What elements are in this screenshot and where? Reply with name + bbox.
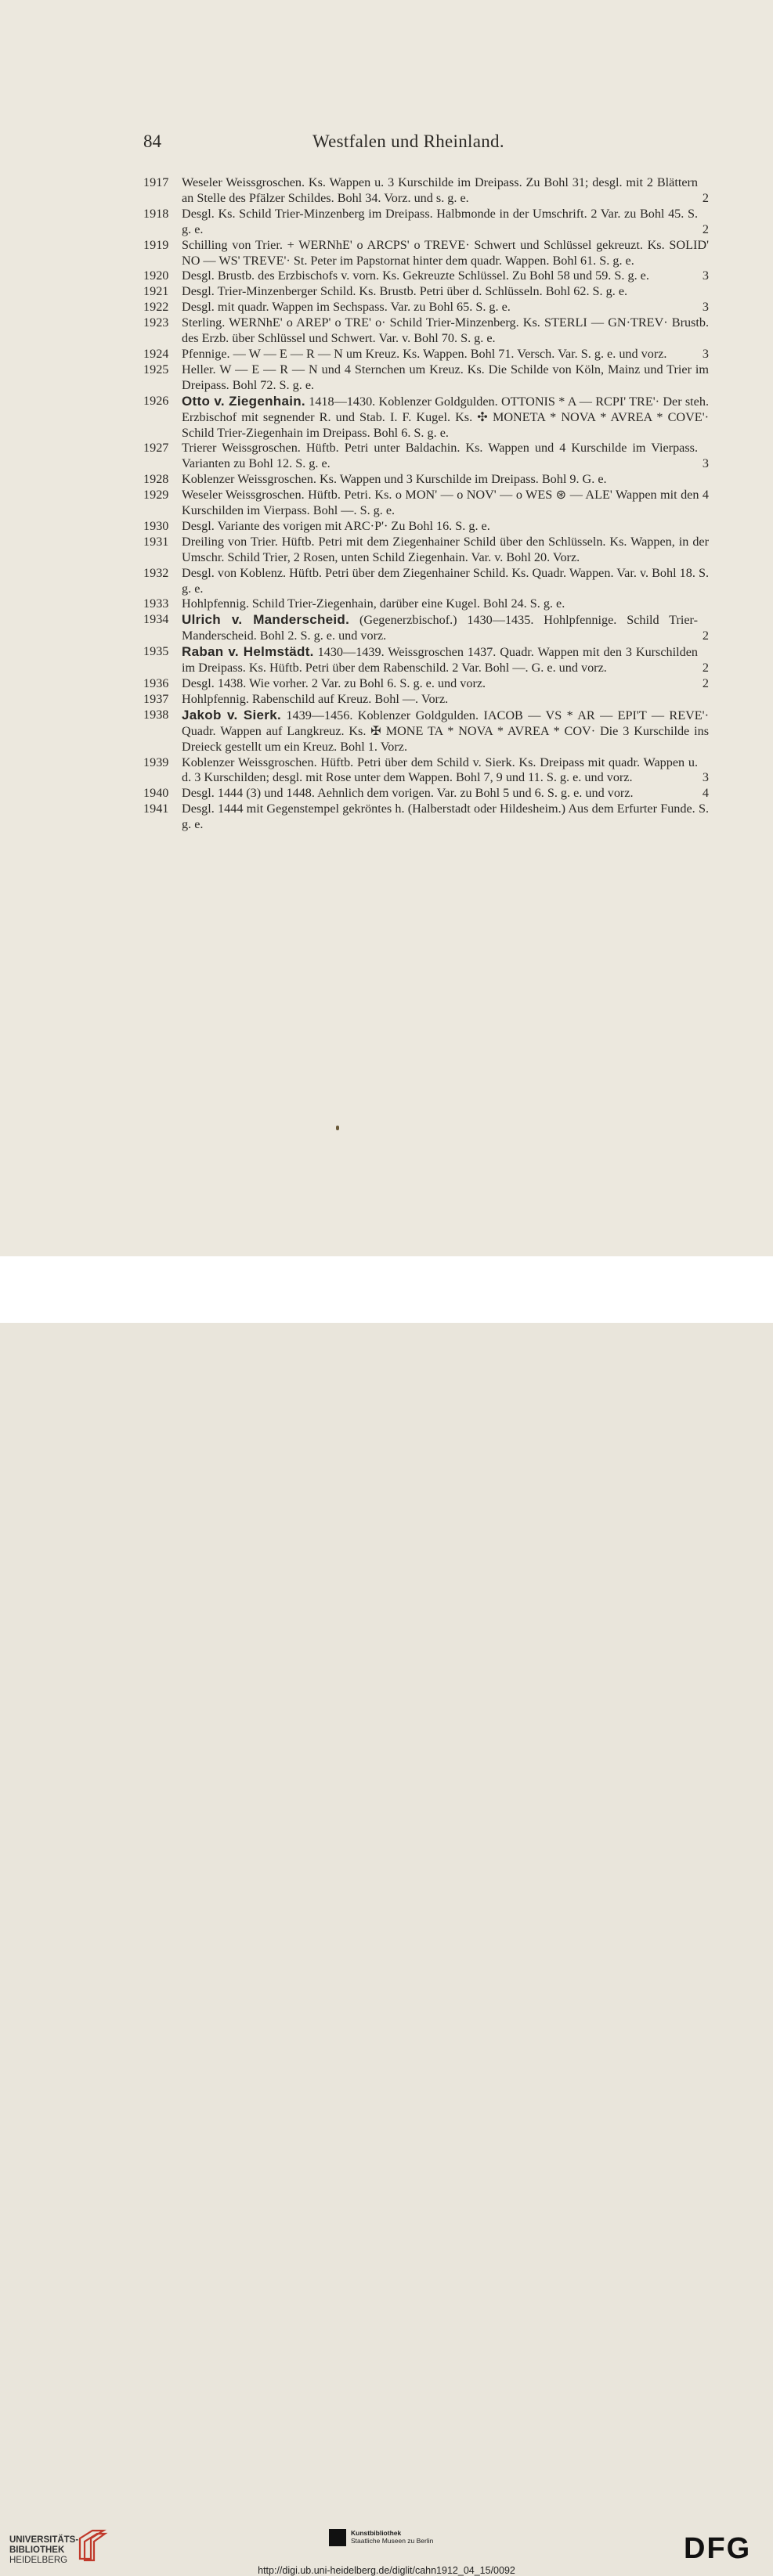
- catalog-entry: [143, 300, 709, 315]
- ink-speck: [336, 1126, 339, 1130]
- catalog-entry: [143, 347, 709, 362]
- entry-body-text: Schilling von Trier. + WERNhE' o ARCPS' o TREVE· Schwert und Schlüssel gekreuzt. Ks. SOLID' NO — WS' TREVE'· St. Peter im Papstornat hinter dem quadr. Wappen. Bohl 61. S. g. e.: [182, 237, 709, 268]
- entry-number: 1927: [143, 441, 169, 456]
- entry-number: 1934: [143, 612, 169, 627]
- entry-body-text: Desgl. 1444 mit Gegenstempel gekröntes h. (Halberstadt oder Hildesheim.) Aus dem Erfurter Funde. S. g. e.: [182, 802, 709, 832]
- entry-body-text: Heller. W — E — R — N und 4 Sternchen um Kreuz. Ks. Die Schilde von Köln, Mainz und Trier im Dreipass. Bohl 72. S. g. e.: [182, 362, 709, 392]
- entry-description: [182, 596, 709, 612]
- entry-rarity-value: 2: [702, 629, 709, 643]
- ruler-name: Otto v. Ziegenhain.: [182, 393, 305, 409]
- entry-body-text: Desgl. 1438. Wie vorher. 2 Var. zu Bohl 6. S. g. e. und vorz.: [182, 676, 486, 690]
- entry-rarity-value: 2: [702, 676, 709, 690]
- ruler-name: Raban v. Helmstädt.: [182, 644, 314, 660]
- entry-rarity-value: 3: [702, 456, 709, 471]
- entry-description: [182, 676, 709, 692]
- catalog-entry: [143, 268, 709, 284]
- catalog-entry: [143, 566, 709, 597]
- entry-number: 1939: [143, 755, 169, 769]
- catalog-entry: [143, 441, 709, 472]
- catalog-entry: [143, 535, 709, 566]
- entry-rarity-value: 3: [702, 268, 709, 283]
- entry-body-text: (Gegenerzbischof.) 1430—1435. Hohlpfennige. Schild Trier-Manderscheid. Bohl 2. S. g. e. und vorz.: [182, 613, 699, 643]
- catalog-entry: [143, 786, 709, 802]
- entry-body-text: Dreiling von Trier. Hüftb. Petri mit dem Ziegenhainer Schild über den Schlüsseln. Ks. Wappen, in der Umschr. Schild Trier, 2 Rosen, unten Schild Ziegenhain. Var. v. Bohl 20. Vorz.: [182, 534, 709, 564]
- entry-rarity-value: 4: [702, 786, 709, 801]
- entry-description: [182, 315, 709, 347]
- entry-rarity-value: 3: [702, 770, 709, 785]
- catalog-entry: [143, 207, 709, 238]
- entry-body-text: Desgl. mit quadr. Wappen im Sechspass. Var. zu Bohl 65. S. g. e.: [182, 300, 511, 315]
- catalog-entry: [143, 175, 709, 207]
- entry-body-text: Desgl. Ks. Schild Trier-Minzenberg im Dreipass. Halbmonde in der Umschrift. 2 Var. zu Bohl 45. S. g. e.: [182, 206, 698, 236]
- university-emblem-icon: [75, 2527, 108, 2563]
- source-url[interactable]: http://digi.ub.uni-heidelberg.de/diglit/cahn1912_04_15/0092: [258, 2565, 515, 2576]
- entry-description: [182, 692, 709, 708]
- entry-number: 1924: [143, 346, 169, 361]
- dfg-logo: DFG: [684, 2532, 752, 2565]
- entry-description: [182, 644, 709, 676]
- entry-number: 1937: [143, 691, 169, 706]
- uni-line-3: HEIDELBERG: [9, 2556, 68, 2565]
- entry-body-text: Trierer Weissgroschen. Hüftb. Petri unter Baldachin. Ks. Wappen und 4 Kurschilde im Vierpass. Varianten zu Bohl 12. S. g. e.: [182, 441, 698, 471]
- scanned-page: [0, 0, 773, 1256]
- entry-body-text: Sterling. WERNhE' o AREP' o TRE' o· Schild Trier-Minzenberg. Ks. STERLI — GN·TREV· Brustb. des Erzb. über Schlüssel und Schwert. Var. v. Bohl 70. S. g. e.: [182, 315, 709, 346]
- entry-description: [182, 755, 709, 787]
- entry-body-text: Koblenzer Weissgroschen. Hüftb. Petri über dem Schild v. Sierk. Ks. Dreipass mit quadr. Wappen u. d. 3 Kurschilden; desgl. mit Rose unter dem Wappen. Bohl 7, 9 und 11. S. g. e. und vorz.: [182, 755, 698, 785]
- entry-rarity-value: 2: [702, 222, 709, 236]
- entry-body-text: Pfennige. — W — E — R — N um Kreuz. Ks. Wappen. Bohl 71. Versch. Var. S. g. e. und vorz.: [182, 346, 667, 361]
- catalog-entry: [143, 708, 709, 755]
- catalog-entry: [143, 612, 709, 644]
- entry-description: [182, 394, 709, 441]
- entry-description: [182, 441, 709, 472]
- entry-description: [182, 362, 709, 394]
- entry-description: [182, 284, 709, 300]
- catalog-entry: [143, 315, 709, 347]
- entry-number: 1930: [143, 518, 169, 533]
- catalog-entry: [143, 644, 709, 676]
- entry-rarity-value: 2: [702, 661, 709, 676]
- entry-description: [182, 175, 709, 207]
- entry-description: [182, 708, 709, 755]
- entry-number: 1926: [143, 393, 169, 408]
- entry-description: [182, 207, 709, 238]
- entry-body-text: Hohlpfennig. Schild Trier-Ziegenhain, darüber eine Kugel. Bohl 24. S. g. e.: [182, 596, 565, 611]
- entry-body-text: Desgl. von Koblenz. Hüftb. Petri über dem Ziegenhainer Schild. Ks. Quadr. Wappen. Var. v. Bohl 18. S. g. e.: [182, 565, 709, 596]
- entry-body-text: Desgl. Trier-Minzenberger Schild. Ks. Brustb. Petri über d. Schlüsseln. Bohl 62. S. g. e.: [182, 284, 628, 299]
- entry-body-text: 1418—1430. Koblenzer Goldgulden. OTTONIS * A — RCPI' TRE'· Der steh. Erzbischof mit segnender R. und Stab. I. F. Kugel. Ks. ✣ MONETA * NOVA * AVREA * COVE'· Schild Trier-Ziegenhain im Dreipass. Bohl 6. S. g. e.: [182, 394, 710, 440]
- entry-description: [182, 268, 709, 284]
- entry-body-text: Desgl. Brustb. des Erzbischofs v. vorn. Ks. Gekreuzte Schlüssel. Zu Bohl 58 und 59. S. g. e.: [182, 268, 649, 283]
- entry-number: 1933: [143, 596, 169, 611]
- entry-number: 1932: [143, 565, 169, 580]
- entry-body-text: Desgl. Variante des vorigen mit ARC·P'· Zu Bohl 16. S. g. e.: [182, 518, 490, 533]
- kunstbibliothek-label: [351, 2529, 433, 2545]
- kb-line-2: Staatliche Museen zu Berlin: [351, 2537, 434, 2545]
- ruler-name: Jakob v. Sierk.: [182, 707, 281, 722]
- entry-rarity-value: 2: [702, 190, 709, 205]
- entry-number: 1928: [143, 472, 169, 487]
- catalog-entry: [143, 238, 709, 269]
- catalog-entry: [143, 519, 709, 535]
- entry-number: 1929: [143, 488, 169, 503]
- entry-description: [182, 300, 709, 315]
- entry-number: 1935: [143, 644, 169, 659]
- entry-number: 1917: [143, 175, 169, 189]
- kunstbibliothek-logo-icon: [329, 2529, 346, 2546]
- ruler-name: Ulrich v. Manderscheid.: [182, 612, 350, 628]
- catalog-entry: [143, 284, 709, 300]
- entry-description: [182, 488, 709, 519]
- catalog-entry: [143, 755, 709, 787]
- uni-line-2: BIBLIOTHEK: [9, 2545, 65, 2555]
- entry-description: [182, 472, 709, 488]
- catalog-entry: [143, 394, 709, 441]
- entry-number: 1931: [143, 534, 169, 549]
- university-library-logo: [9, 2535, 78, 2566]
- kb-line-1: Kunstbibliothek: [351, 2529, 402, 2537]
- entry-number: 1921: [143, 284, 169, 299]
- catalog-entry: [143, 802, 709, 833]
- entry-number: 1920: [143, 268, 169, 283]
- catalog-entry: [143, 362, 709, 394]
- entry-rarity-value: 3: [702, 346, 709, 361]
- entry-number: 1918: [143, 206, 169, 221]
- entry-rarity-value: 3: [702, 300, 709, 315]
- entry-number: 1919: [143, 237, 169, 252]
- entry-number: 1925: [143, 362, 169, 376]
- entry-description: [182, 566, 709, 597]
- catalog-entry: [143, 472, 709, 488]
- running-title: Westfalen und Rheinland.: [312, 132, 504, 151]
- entry-description: [182, 535, 709, 566]
- entry-description: [182, 802, 709, 833]
- entry-body-text: 1430—1439. Weissgroschen 1437. Quadr. Wappen mit den 3 Kurschilden im Dreipass. Ks. Hüftb. Petri über dem Rabenschild. 2 Var. Bohl —. G. e. und vorz.: [182, 645, 699, 676]
- entry-number: 1940: [143, 786, 169, 801]
- entry-number: 1941: [143, 802, 169, 816]
- entry-description: [182, 238, 709, 269]
- catalog-entry: [143, 692, 709, 708]
- entry-body-text: Hohlpfennig. Rabenschild auf Kreuz. Bohl —. Vorz.: [182, 691, 449, 706]
- entry-body-text: Desgl. 1444 (3) und 1448. Aehnlich dem vorigen. Var. zu Bohl 5 und 6. S. g. e. und vorz.: [182, 786, 634, 801]
- catalog-entries: [143, 175, 709, 833]
- entry-description: [182, 612, 709, 644]
- entry-number: 1938: [143, 707, 169, 722]
- uni-line-1: UNIVERSITÄTS-: [9, 2535, 79, 2545]
- catalog-entry: [143, 488, 709, 519]
- entry-body-text: Koblenzer Weissgroschen. Ks. Wappen und 3 Kurschilde im Dreipass. Bohl 9. G. e.: [182, 472, 607, 487]
- entry-number: 1923: [143, 315, 169, 330]
- entry-description: [182, 347, 709, 362]
- entry-description: [182, 786, 709, 802]
- entry-body-text: Weseler Weissgroschen. Ks. Wappen u. 3 Kurschilde im Dreipass. Zu Bohl 31; desgl. mit 2 Blättern an Stelle des Pfälzer Schildes. Bohl 34. Vorz. und s. g. e.: [182, 175, 698, 205]
- entry-body-text: 1439—1456. Koblenzer Goldgulden. IACOB — VS * AR — EPI'T — REVE'· Quadr. Wappen auf Langkreuz. Ks. ✠ MONE TA * NOVA * AVREA * COV· Die 3 Kurschilde ins Dreieck gestellt um ein Kreuz. Bohl 1. Vorz.: [182, 708, 709, 754]
- entry-number: 1922: [143, 300, 169, 315]
- catalog-entry: [143, 676, 709, 692]
- entry-description: [182, 519, 709, 535]
- entry-number: 1936: [143, 676, 169, 690]
- catalog-entry: [143, 596, 709, 612]
- entry-body-text: Weseler Weissgroschen. Hüftb. Petri. Ks. o MON' — o NOV' — o WES ⊛ — ALE' Wappen mit den 4 Kurschilden im Vierpass. Bohl —. S. g. e.: [182, 488, 709, 518]
- page-number: 84: [143, 132, 161, 151]
- footer-bar: [0, 1256, 773, 2576]
